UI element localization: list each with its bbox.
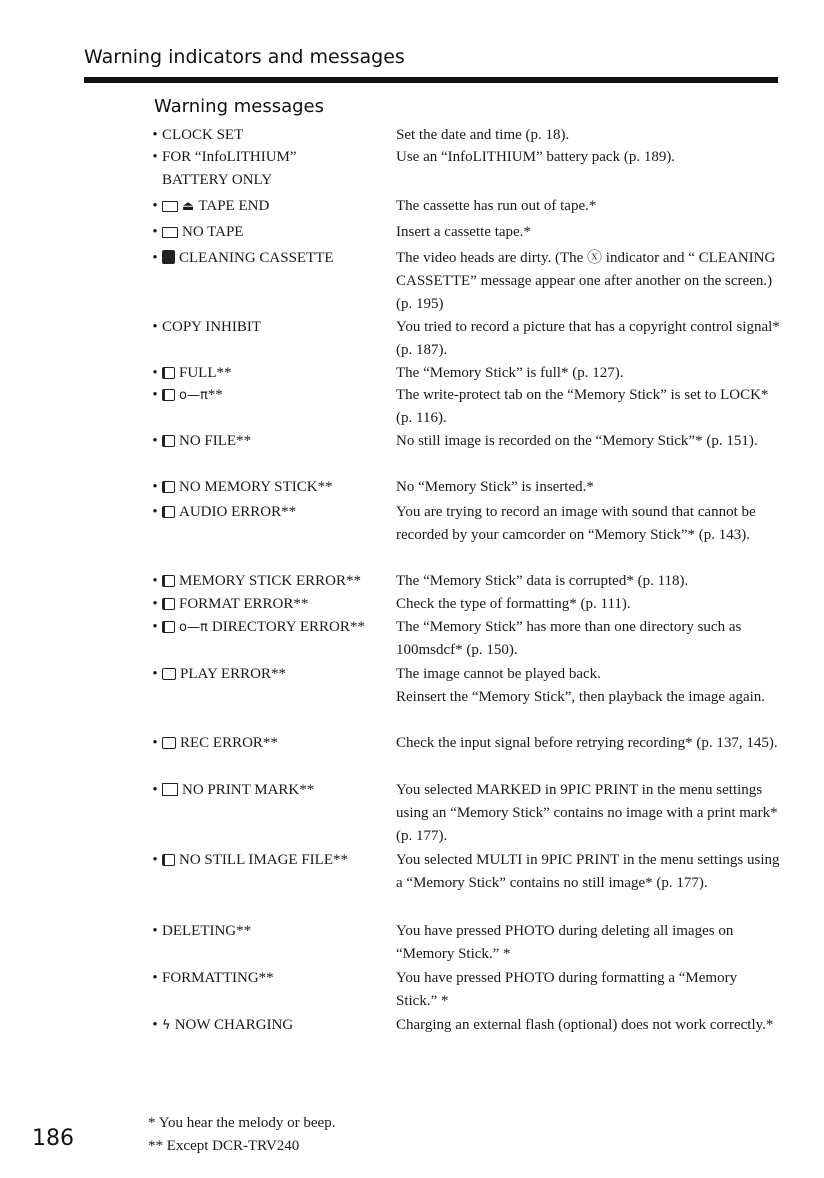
- message-label: DIRECTORY ERROR**: [211, 619, 365, 635]
- message-label: PLAY ERROR**: [180, 666, 286, 682]
- header-rule: [84, 77, 778, 83]
- message-description: The video heads are dirty. (The ⓧ indicator and “ CLEANING CASSETTE” message appear one after another on the screen.) (p. 195): [396, 250, 776, 312]
- cleaning-cassette-icon: [162, 250, 175, 264]
- flash-icon: ϟ: [162, 1018, 175, 1033]
- memory-stick-icon: [162, 389, 175, 401]
- message-label: TAPE END: [198, 198, 270, 214]
- eject-icon: ⏏: [182, 199, 199, 214]
- message-description: You are trying to record an image with sound that cannot be recorded by your camcorder on “Memory Stick”* (p. 143).: [396, 504, 756, 543]
- memory-stick-audio-icon: [162, 506, 175, 518]
- message-label: NOW CHARGING: [174, 1017, 294, 1033]
- message-label: NO TAPE: [182, 224, 244, 240]
- message-description: The write-protect tab on the “Memory Stick” is set to LOCK* (p. 116).: [396, 387, 769, 426]
- message-label: FOR “InfoLITHIUM”: [162, 149, 297, 165]
- print-mark-icon: [162, 783, 178, 796]
- message-description: You selected MULTI in 9PIC PRINT in the menu settings using a “Memory Stick” contains no still image* (p. 177).: [396, 852, 780, 891]
- message-label: CLEANING CASSETTE: [179, 250, 334, 266]
- message-label: CLOCK SET: [162, 127, 244, 143]
- list-item: • NO PRINT MARK** You selected MARKED in 9PIC PRINT in the menu settings using an “Memory Stick” contains no image with a print mark* (p. 177).: [148, 779, 788, 849]
- list-item: • NO TAPE Insert a cassette tape.*: [148, 221, 788, 247]
- message-description: Set the date and time (p. 18).: [396, 127, 570, 143]
- message-description-continued: Reinsert the “Memory Stick”, then playback the image again.: [396, 689, 766, 705]
- page-number: 186: [32, 1126, 74, 1151]
- list-item: • NO FILE** No still image is recorded on the “Memory Stick”* (p. 151).: [148, 430, 788, 476]
- list-item: • REC ERROR** Check the input signal before retrying recording* (p. 137, 145).: [148, 732, 788, 779]
- message-description: The image cannot be played back. Reinsert the “Memory Stick”, then playback the image again.: [396, 666, 766, 705]
- message-label: AUDIO ERROR**: [179, 504, 297, 520]
- footnote-melody: * You hear the melody or beep.: [148, 1115, 336, 1131]
- page-header-title: Warning indicators and messages: [84, 46, 405, 68]
- list-item: • COPY INHIBIT You tried to record a picture that has a copyright control signal* (p. 187).: [148, 316, 788, 362]
- message-description: You tried to record a picture that has a copyright control signal* (p. 187).: [396, 319, 780, 358]
- key-lock-icon: o—π: [179, 388, 208, 403]
- section-title: Warning messages: [154, 96, 324, 117]
- key-lock-icon: o—π: [179, 620, 212, 635]
- message-label: MEMORY STICK ERROR**: [179, 573, 361, 589]
- list-item: • FOR “InfoLITHIUM” BATTERY ONLY Use an “InfoLITHIUM” battery pack (p. 189).: [148, 146, 788, 195]
- message-description: You selected MARKED in 9PIC PRINT in the menu settings using an “Memory Stick” contains no image with a print mark* (p. 177).: [396, 782, 778, 844]
- footnote-except: ** Except DCR-TRV240: [148, 1138, 300, 1154]
- message-description: Check the input signal before retrying recording* (p. 137, 145).: [396, 735, 778, 751]
- list-item: • CLOCK SET Set the date and time (p. 18).: [148, 124, 788, 146]
- message-description: The “Memory Stick” is full* (p. 127).: [396, 365, 624, 381]
- list-item: • AUDIO ERROR** You are trying to record an image with sound that cannot be recorded by your camcorder on “Memory Stick”* (p. 143).: [148, 501, 788, 570]
- message-label: NO MEMORY STICK**: [179, 479, 333, 495]
- cassette-icon: [162, 201, 178, 212]
- memory-stick-icon: [162, 621, 175, 633]
- message-description: The cassette has run out of tape.*: [396, 198, 597, 214]
- message-label-continued: BATTERY ONLY: [162, 172, 273, 188]
- message-description: The “Memory Stick” has more than one directory such as 100msdcf* (p. 150).: [396, 619, 742, 658]
- list-item: • MEMORY STICK ERROR** The “Memory Stick” data is corrupted* (p. 118).: [148, 570, 788, 593]
- message-label: REC ERROR**: [180, 735, 278, 751]
- list-item: • NO MEMORY STICK** No “Memory Stick” is inserted.*: [148, 476, 788, 501]
- list-item: • FORMAT ERROR** Check the type of formatting* (p. 111).: [148, 593, 788, 616]
- cassette-icon: [162, 227, 178, 238]
- list-item: • PLAY ERROR** The image cannot be played back. Reinsert the “Memory Stick”, then playback the image again.: [148, 663, 788, 732]
- memory-stick-icon: [162, 854, 175, 866]
- memory-stick-icon: [162, 435, 175, 447]
- list-item: • DELETING** You have pressed PHOTO during deleting all images on “Memory Stick.” *: [148, 920, 788, 967]
- message-description: Check the type of formatting* (p. 111).: [396, 596, 631, 612]
- message-description: The “Memory Stick” data is corrupted* (p. 118).: [396, 573, 689, 589]
- list-item: • CLEANING CASSETTE The video heads are dirty. (The ⓧ indicator and “ CLEANING CASSETTE” message appear one after another on the screen.) (p. 195): [148, 247, 788, 316]
- play-error-icon: [162, 668, 176, 680]
- list-item: • ϟ NOW CHARGING Charging an external flash (optional) does not work correctly.*: [148, 1014, 788, 1064]
- memory-stick-error-icon: [162, 598, 175, 610]
- memory-stick-icon: [162, 481, 175, 493]
- message-description: No “Memory Stick” is inserted.*: [396, 479, 594, 495]
- message-label: **: [207, 387, 223, 403]
- warning-message-list: [148, 124, 788, 1064]
- message-label: NO PRINT MARK**: [182, 782, 315, 798]
- list-item: • o—π DIRECTORY ERROR** The “Memory Stick” has more than one directory such as 100msdcf* (p. 150).: [148, 616, 788, 663]
- list-item: • ⏏ TAPE END The cassette has run out of tape.*: [148, 195, 788, 221]
- message-label: FORMAT ERROR**: [179, 596, 309, 612]
- message-description: Use an “InfoLITHIUM” battery pack (p. 189).: [396, 149, 676, 165]
- message-label: FULL**: [179, 365, 232, 381]
- message-description: You have pressed PHOTO during deleting all images on “Memory Stick.” *: [396, 923, 734, 962]
- list-item: • FORMATTING** You have pressed PHOTO during formatting a “Memory Stick.” *: [148, 967, 788, 1014]
- message-label: FORMATTING**: [162, 970, 274, 986]
- message-label: NO FILE**: [179, 433, 252, 449]
- footnotes: [148, 1112, 335, 1158]
- message-description: You have pressed PHOTO during formatting a “Memory Stick.” *: [396, 970, 738, 1009]
- list-item: • NO STILL IMAGE FILE** You selected MULTI in 9PIC PRINT in the menu settings using a “Memory Stick” contains no still image* (p. 177).: [148, 849, 788, 920]
- memory-stick-error-icon: [162, 575, 175, 587]
- message-description: Charging an external flash (optional) does not work correctly.*: [396, 1017, 774, 1033]
- message-description: Insert a cassette tape.*: [396, 224, 531, 240]
- message-label: DELETING**: [162, 923, 252, 939]
- message-label: COPY INHIBIT: [162, 319, 262, 335]
- list-item: • o—π** The write-protect tab on the “Memory Stick” is set to LOCK* (p. 116).: [148, 384, 788, 430]
- message-description: No still image is recorded on the “Memory Stick”* (p. 151).: [396, 433, 758, 449]
- memory-stick-icon: [162, 367, 175, 379]
- list-item: • FULL** The “Memory Stick” is full* (p. 127).: [148, 362, 788, 384]
- message-label: NO STILL IMAGE FILE**: [179, 852, 349, 868]
- rec-error-icon: [162, 737, 176, 749]
